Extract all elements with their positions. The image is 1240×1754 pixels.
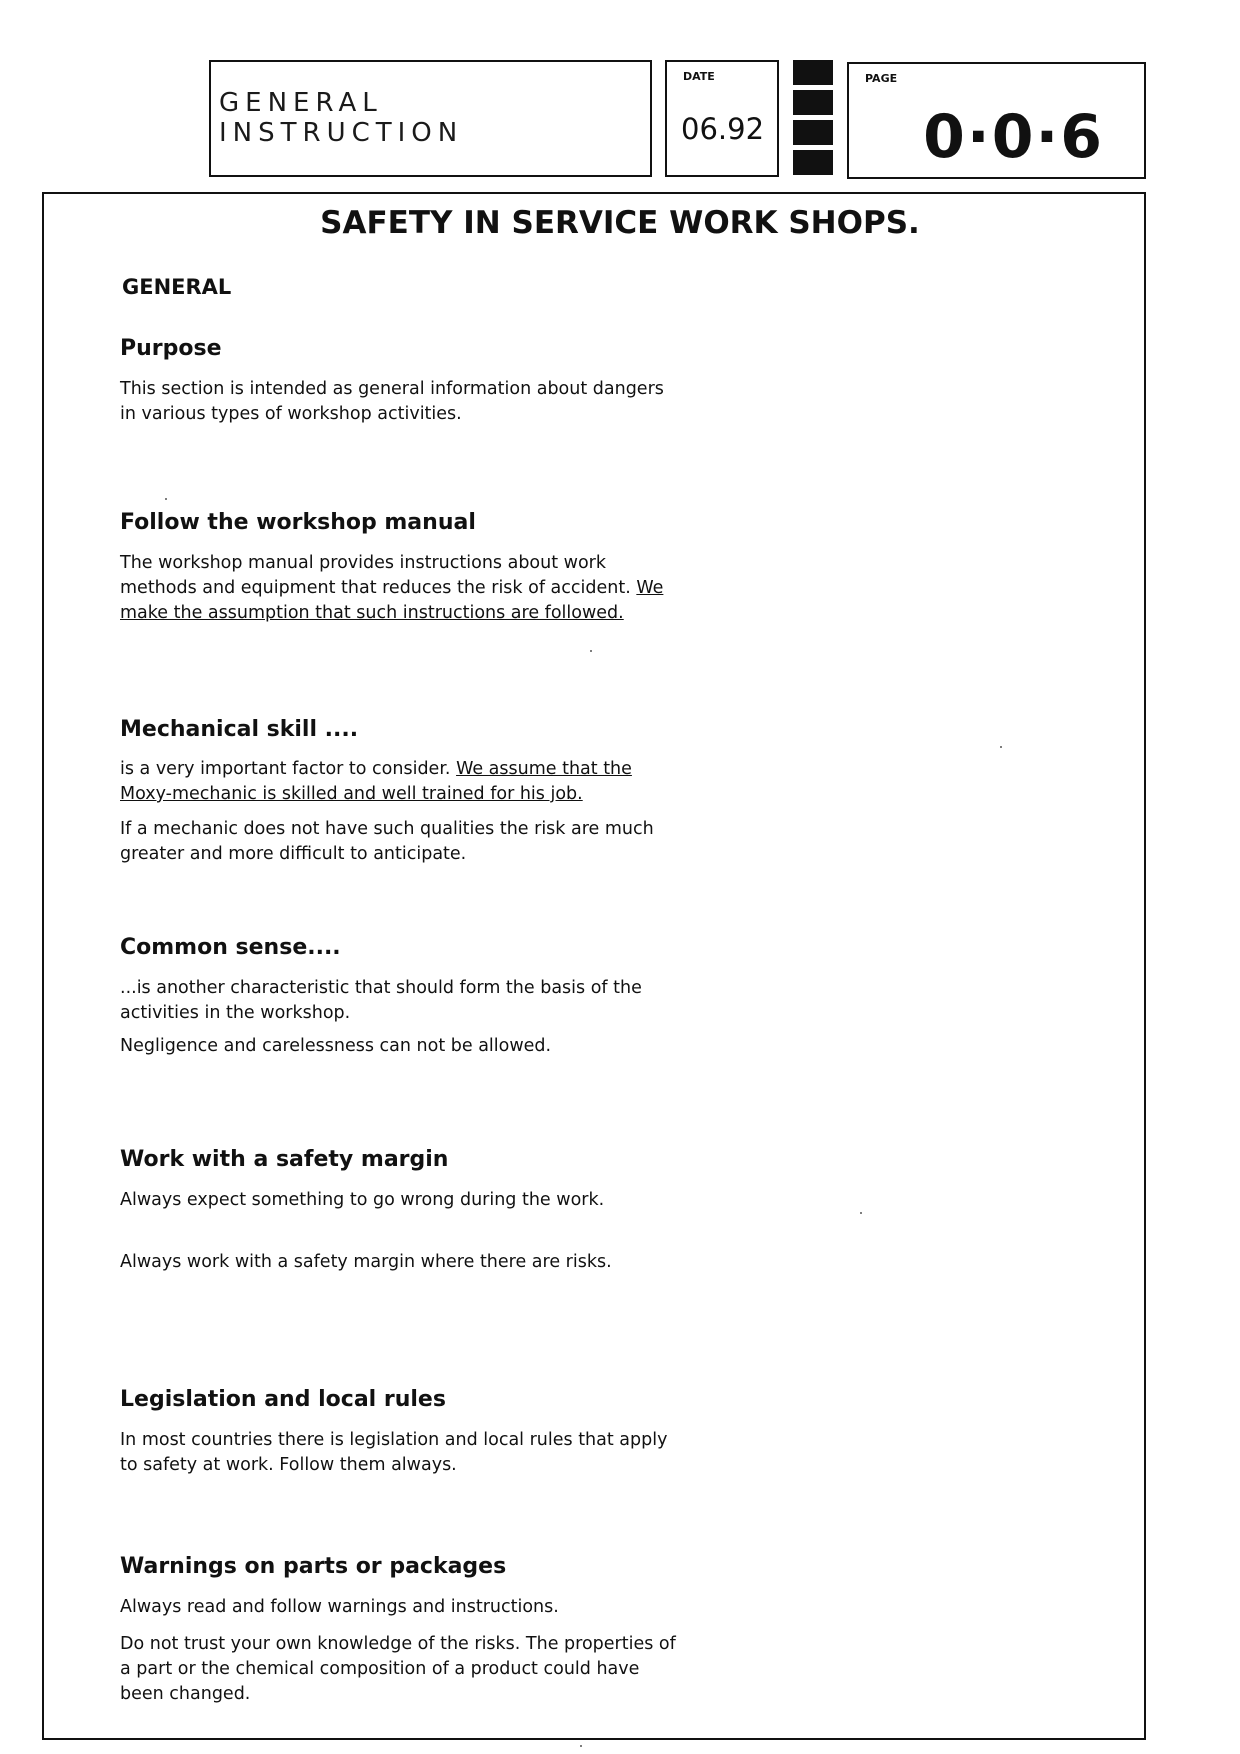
doc-type-line1: GENERAL bbox=[219, 88, 383, 118]
warnings-heading: Warnings on parts or packages bbox=[120, 1554, 507, 1579]
manual-text: The workshop manual provides instructions about work methods and equipment that reduces the risk of accident. bbox=[120, 553, 631, 598]
margin-text: Always expect something to go wrong during the work. bbox=[120, 1190, 605, 1210]
sense-text-2: Negligence and carelessness can not be allowed. bbox=[120, 1036, 552, 1056]
scan-speck bbox=[1000, 746, 1002, 748]
legislation-text: In most countries there is legislation and local rules that apply to safety at work. Follow them always. bbox=[120, 1430, 668, 1475]
skill-paragraph bbox=[120, 757, 680, 807]
date-value: 06.92 bbox=[681, 112, 765, 146]
manual-heading: Follow the workshop manual bbox=[120, 510, 476, 535]
warnings-text: Always read and follow warnings and instructions. bbox=[120, 1597, 559, 1617]
date-label: DATE bbox=[683, 70, 715, 83]
document-type-box bbox=[209, 60, 652, 177]
sense-heading: Common sense.... bbox=[120, 935, 341, 960]
manual-underlined-text: We make the assumption that such instructions are followed. bbox=[120, 578, 664, 623]
page-number: 0·0·6 bbox=[923, 102, 1104, 172]
margin-heading: Work with a safety margin bbox=[120, 1147, 449, 1172]
scan-speck bbox=[165, 498, 167, 500]
index-bar bbox=[793, 120, 833, 145]
legislation-heading: Legislation and local rules bbox=[120, 1387, 446, 1412]
margin-text-2: Always work with a safety margin where there are risks. bbox=[120, 1252, 612, 1272]
date-box bbox=[665, 60, 779, 177]
scan-speck bbox=[590, 650, 592, 652]
page-title: SAFETY IN SERVICE WORK SHOPS. bbox=[320, 205, 920, 241]
skill-underlined-text: We assume that the Moxy-mechanic is skilled and well trained for his job. bbox=[120, 759, 632, 804]
purpose-heading: Purpose bbox=[120, 336, 222, 361]
index-bar bbox=[793, 90, 833, 115]
skill-heading: Mechanical skill .... bbox=[120, 717, 359, 742]
doc-type-line2: INSTRUCTION bbox=[219, 118, 464, 148]
page-label: PAGE bbox=[865, 72, 898, 85]
skill-text-2: If a mechanic does not have such qualities the risk are much greater and more difficult to anticipate. bbox=[120, 819, 654, 864]
scan-speck bbox=[580, 1745, 582, 1747]
section-heading-general: GENERAL bbox=[122, 275, 232, 299]
sense-text: ...is another characteristic that should form the basis of the activities in the workshop. bbox=[120, 978, 642, 1023]
purpose-text: This section is intended as general information about dangers in various types of workshop activities. bbox=[120, 379, 664, 424]
index-bar bbox=[793, 60, 833, 85]
warnings-text-2: Do not trust your own knowledge of the risks. The properties of a part or the chemical composition of a product could have been changed. bbox=[120, 1634, 676, 1704]
scan-speck bbox=[860, 1212, 862, 1214]
page-box bbox=[847, 62, 1146, 179]
index-bar bbox=[793, 150, 833, 175]
manual-paragraph bbox=[120, 551, 680, 626]
skill-text: is a very important factor to consider. bbox=[120, 759, 451, 779]
index-tab-bars bbox=[793, 60, 833, 177]
